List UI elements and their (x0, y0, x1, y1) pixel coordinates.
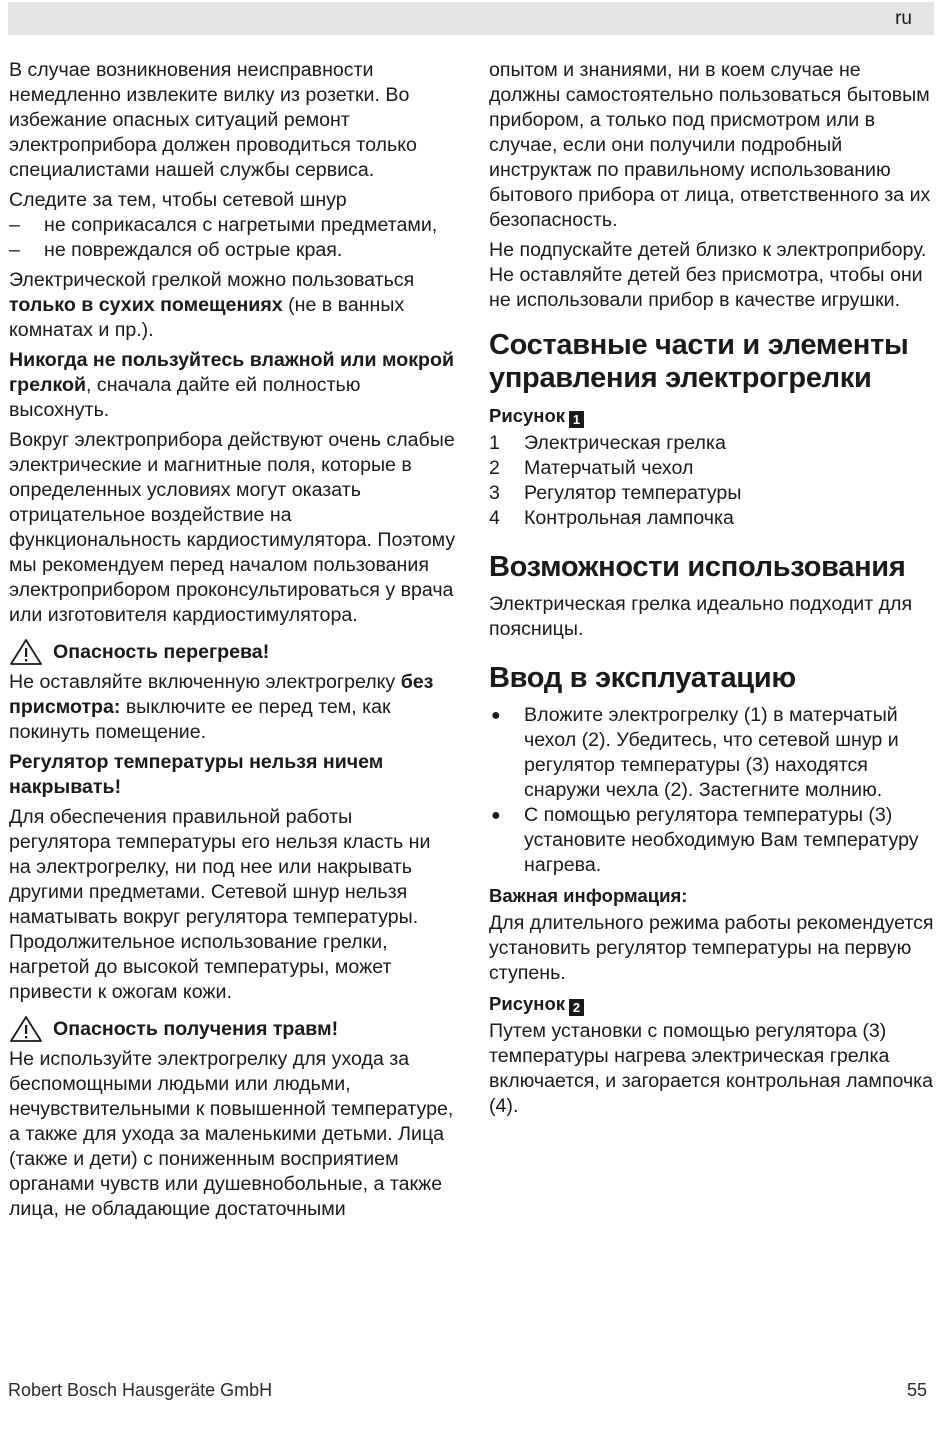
bullet-marker: ● (491, 707, 501, 724)
heading-usage: Возможности использования (489, 551, 906, 583)
paragraph-regulator-details: Для обеспечения правильной работы регулятора температуры его нельзя класть ни на электрогрелку, ни под нее или накрывать другими предметами. Сетевой шнур нельзя наматывать вокруг регулятора температуры. Продолжительное использование грелки, нагретой до высокой температуры, может привести к ожогам кожи. (9, 806, 431, 1003)
warning-triangle-icon (9, 638, 43, 666)
warning-triangle-icon (9, 1015, 43, 1043)
important-label: Важная информация: (489, 885, 688, 906)
bullet-marker: ● (491, 807, 501, 824)
paragraph-dry-rooms: Электрической грелкой можно пользоваться только в сухих помещениях (не в ванных комнатах и пр.). (9, 269, 415, 341)
figure-number-badge: 2 (569, 999, 584, 1016)
right-column (489, 58, 935, 1124)
left-column (9, 58, 457, 1227)
header-bar (8, 2, 934, 35)
list-item: – не повреждался об острые края. (9, 239, 343, 261)
list-item: 3 Регулятор температуры (489, 482, 742, 504)
page-footer (8, 1380, 927, 1401)
warning-overheat: Опасность перегрева! (9, 638, 457, 666)
paragraph-switch-on: Путем установки с помощью регулятора (3) температуры нагрева электрическая грелка включается, и загорается контрольная лампочка (4). (489, 1020, 934, 1117)
page-number: 55 (906, 1380, 927, 1400)
dash-marker: – (9, 214, 20, 236)
figure-number-badge: 1 (569, 411, 584, 428)
paragraph-helpless-persons: Не используйте электрогрелку для ухода за беспомощными людьми или людьми, нечувствительными к повышенной температуре, а также для ухода за маленькими детьми. Лица (также и дети) с пониженным восприятием органами чувств или душевнобольные, а также лица, не обладающие достаточными (9, 1048, 454, 1220)
dash-marker: – (9, 239, 20, 261)
list-item: – не соприкасался с нагретыми предметами, (9, 214, 438, 236)
paragraph-malfunction: В случае возникновения неисправности немедленно извлеките вилку из розетки. Во избежание опасных ситуаций ремонт электроприбора должен проводиться только специалистами нашей службы сервиса. (9, 59, 417, 181)
paragraph-cord-intro: Следите за тем, чтобы сетевой шнур (9, 189, 347, 211)
list-item: 1 Электрическая грелка (489, 432, 726, 454)
paragraph-usage: Электрическая грелка идеально подходит для поясницы. (489, 593, 913, 640)
company-name: Robert Bosch Hausgeräte GmbH (8, 1380, 273, 1400)
cord-list (9, 213, 457, 263)
heading-components: Составные части и элементы управления электрогрелки (489, 329, 909, 394)
list-item: ● С помощью регулятора температуры (3) установите необходимую Вам температуру нагрева. (491, 804, 919, 876)
parts-list (489, 431, 935, 531)
paragraph-unattended: Не оставляйте включенную электрогрелку без присмотра: выключите ее перед тем, как покинуть помещение. (9, 671, 434, 743)
heading-operation: Ввод в эксплуатацию (489, 662, 796, 694)
list-item: 2 Матерчатый чехол (489, 457, 694, 479)
language-code: ru (895, 8, 912, 29)
paragraph-experience: опытом и знаниями, ни в коем случае не должны самостоятельно пользоваться бытовым прибором, а только под присмотром или в случае, если они получили подробный инструктаж по правильному использованию бытового прибора от лица, ответственного за их безопасность. (489, 59, 931, 231)
operation-steps (489, 703, 935, 878)
paragraph-wet-pad: Никогда не пользуйтесь влажной или мокрой грелкой, сначала дайте ей полностью высохнуть. (9, 349, 454, 421)
list-item: 4 Контрольная лампочка (489, 507, 734, 529)
paragraph-regulator-warning: Регулятор температуры нельзя ничем накрывать! (9, 751, 384, 798)
paragraph-pacemaker: Вокруг электроприбора действуют очень слабые электрические и магнитные поля, которые в определенных условиях могут оказать отрицательное воздействие на функциональность кардиостимулятора. Поэтому мы рекомендуем перед началом пользования электроприбором проконсультироваться у врача или изготовителя кардиостимулятора. (9, 429, 456, 626)
paragraph-long-operation: Для длительного режима работы рекомендуется установить регулятор температуры на первую ступень. (489, 912, 934, 984)
paragraph-children: Не подпускайте детей близко к электроприбору. Не оставляйте детей без присмотра, чтобы они не использовали прибор в качестве игрушки. (489, 239, 927, 311)
list-item: ● Вложите электрогрелку (1) в матерчатый чехол (2). Убедитесь, что сетевой шнур и регулятор температуры (3) находятся снаружи чехла (2). Застегните молнию. (491, 704, 899, 801)
figure-reference-2: Рисунок 2 (489, 991, 935, 1016)
warning-injury: Опасность получения травм! (9, 1015, 457, 1043)
figure-reference-1: Рисунок 1 (489, 403, 935, 428)
